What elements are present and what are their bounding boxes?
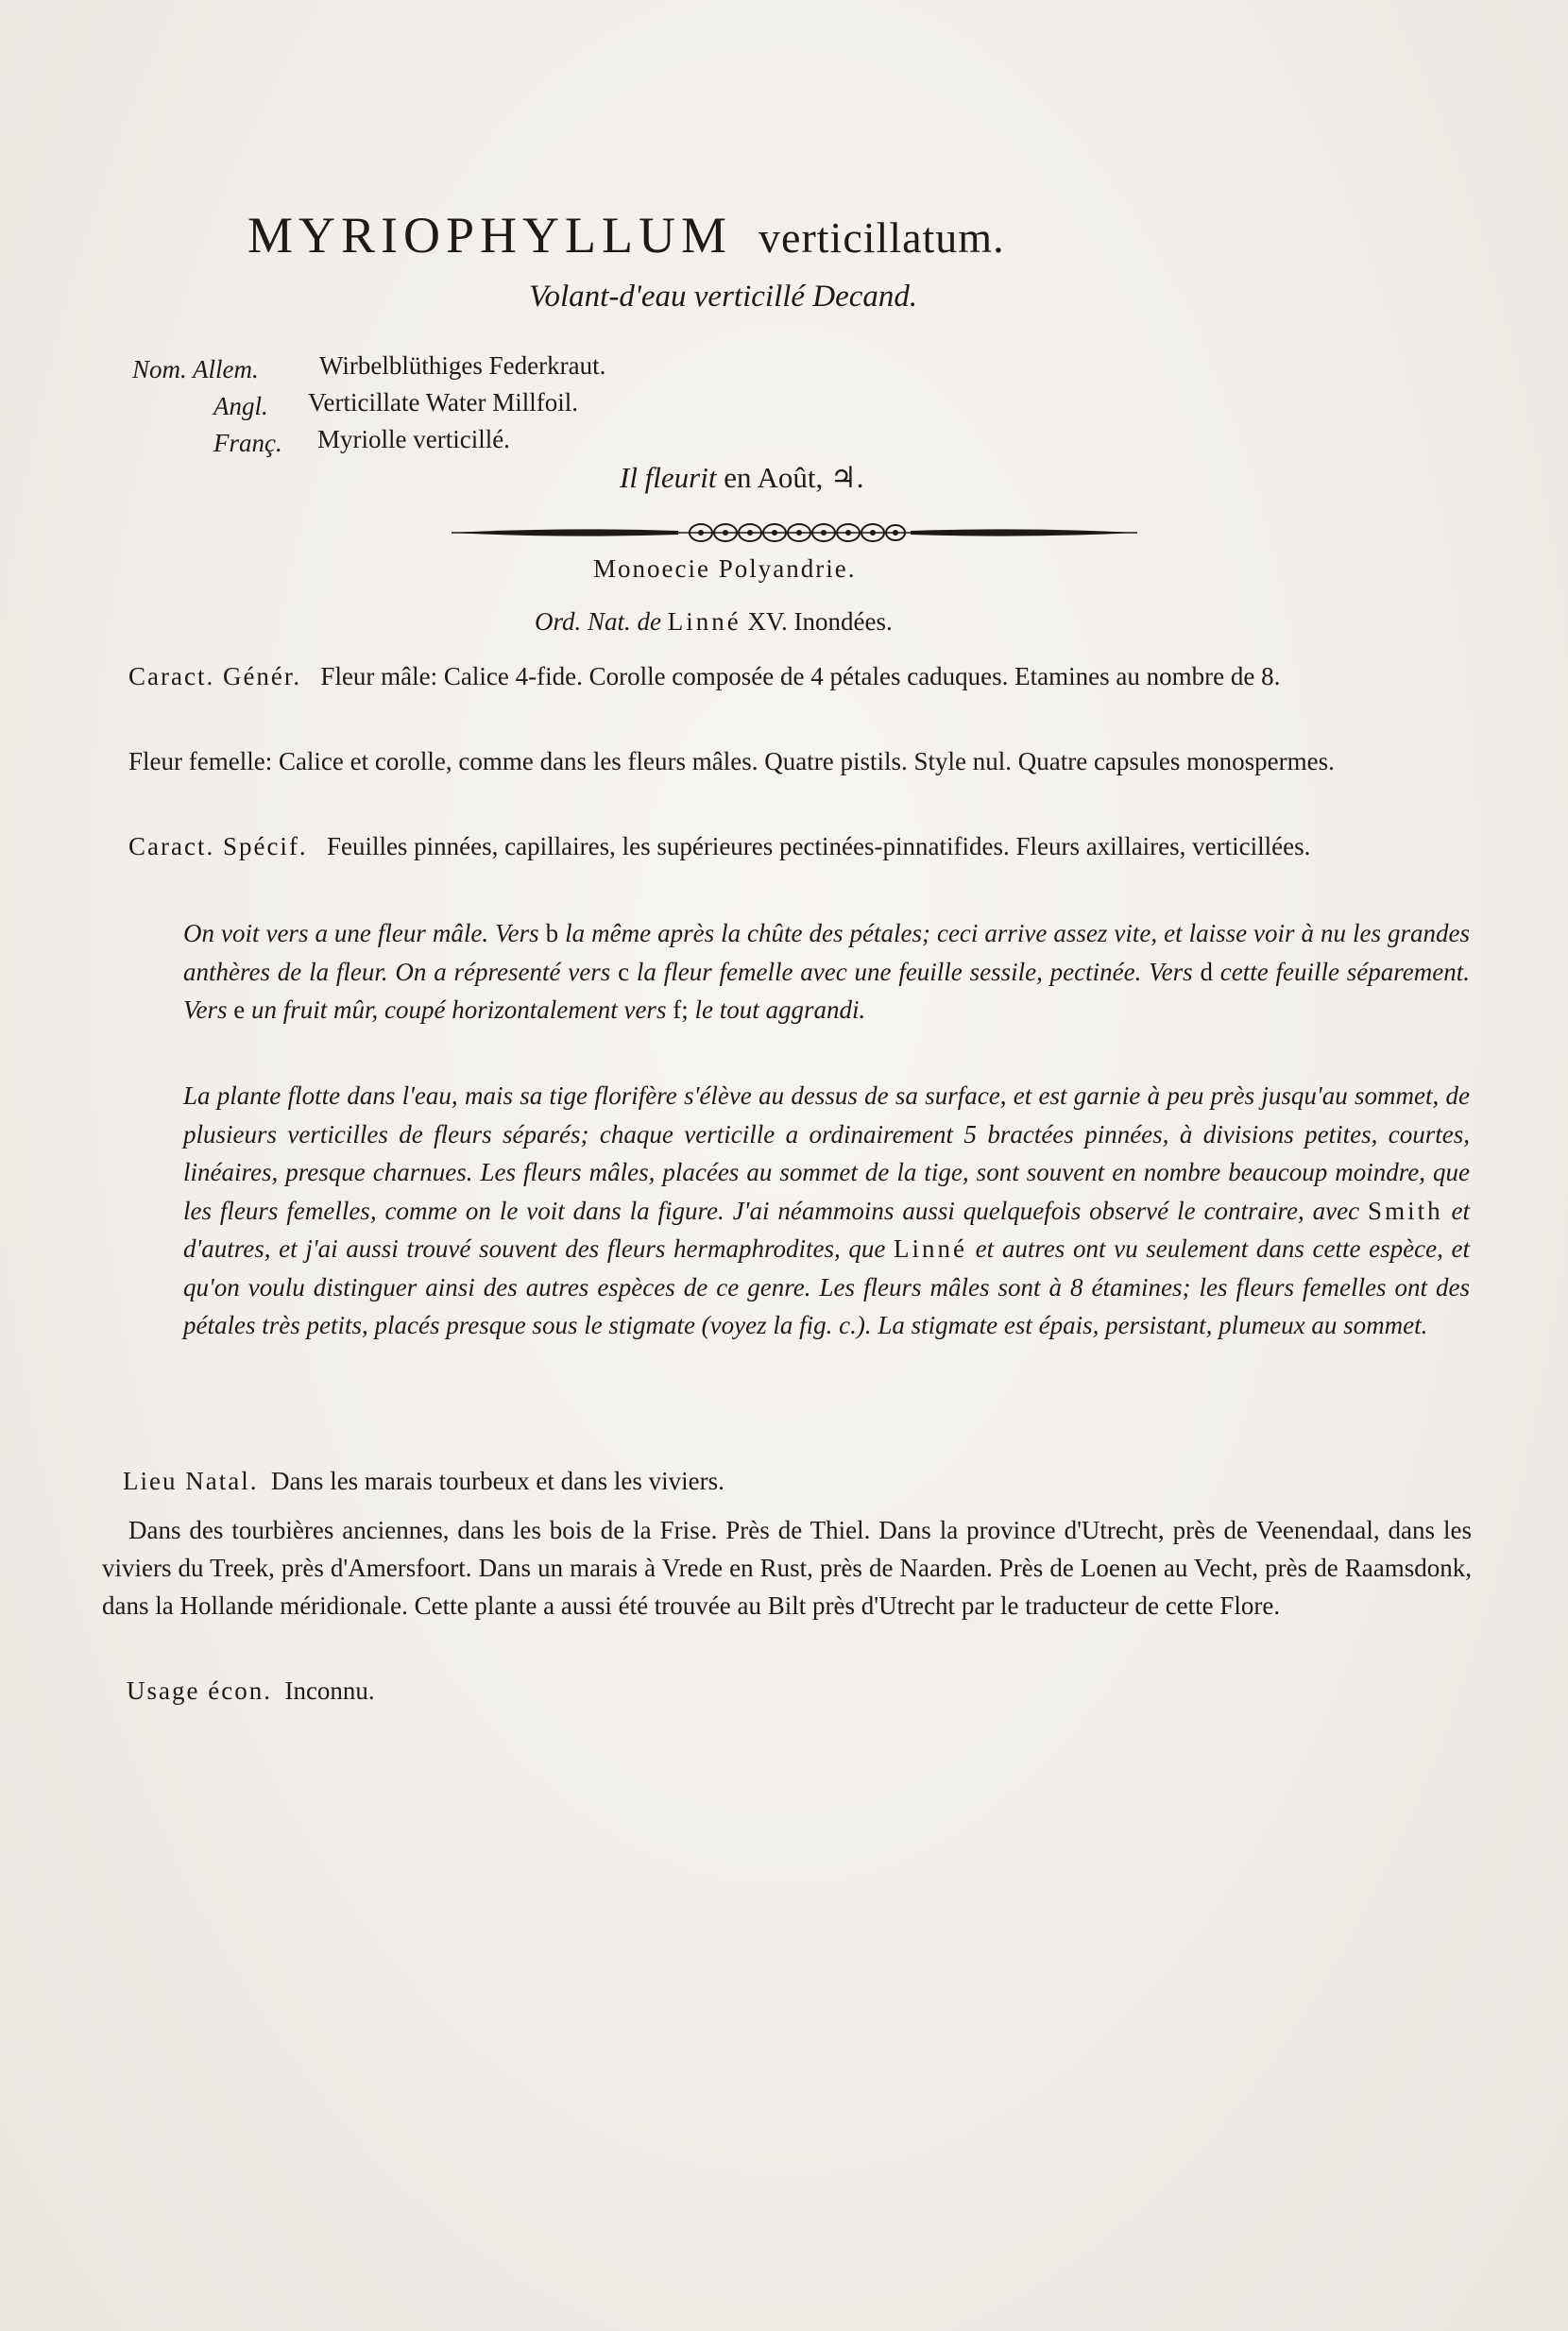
french-name: Volant-d'eau verticillé Decand. [529, 280, 918, 314]
flowering-season: Il fleurit en Août, ♃. [620, 461, 864, 494]
linnaean-class: Monoecie Polyandrie. [593, 554, 857, 583]
common-name-label-english: Angl. [213, 392, 268, 420]
figure-explanation: On voit vers a une fleur mâle. Vers b la même après la chûte des pétales; ceci arrive assez vite, et laisse voir à nu les grandes anthères de la fleur. On a répresenté vers c la fleur femelle avec une feuille sessile, pectinée. Vers d cette feuille séparement. Vers e un fruit mûr, coupé horizontalement vers f; le tout aggrandi. [183, 919, 1471, 1024]
common-name-label-german: Nom. Allem. [132, 355, 259, 383]
ornamental-divider [452, 516, 1137, 550]
species-name: verticillatum. [758, 213, 1005, 262]
female-flower-characters: Fleur femelle: Calice et corolle, comme dans les fleurs mâles. Quatre pistils. Style nul. Quatre capsules monospermes. [128, 747, 1335, 775]
plant-description: La plante flotte dans l'eau, mais sa tige florifère s'élève au dessus de sa surface, et est garnie à peu près jusqu'au sommet, de plusieurs verticilles de fleurs séparés; chaque verticille a ordinairement 5 bractées pinnées, à divisions petites, courtes, linéaires, presque charnues. Les fleurs mâles, placées au sommet de la tige, sont souvent en nombre beaucoup moindre, que les fleurs femelles, comme on le voit dans la figure. J'ai néammoins aussi quelquefois observé le contraire, avec Smith et d'autres, et j'ai aussi trouvé souvent des fleurs hermaphrodites, que Linné et autres ont vu seulement dans cette espèce, et qu'on voulu distinguer ainsi des autres espèces de ce genre. Les fleurs mâles sont à 8 étamines; les fleurs femelles ont des pétales très petits, placés presque sous le stigmate (voyez la fig. c.). La stigmate est épais, persistant, plumeux au sommet. [183, 1081, 1471, 1339]
economic-use: Usage écon. Inconnu. [127, 1676, 375, 1705]
common-name-french: Myriolle verticillé. [317, 425, 510, 453]
common-name-label-french: Franç. [213, 429, 282, 457]
genus-name: MYRIOPHYLLUM [247, 207, 733, 264]
localities: Dans des tourbières anciennes, dans les bois de la Frise. Près de Thiel. Dans la province d'Utrecht, près de Veenendaal, dans les viviers du Treek, près d'Amersfoort. Dans un marais à Vrede en Rust, près de Naarden. Près de Loenen au Vecht, près de Raamsdonk, dans la Hollande méridionale. Cette plante a aussi été trouvée au Bilt près d'Utrecht par le traducteur de cette Flore. [102, 1516, 1472, 1620]
common-name-english: Verticillate Water Millfoil. [308, 388, 578, 417]
natural-order: Ord. Nat. de Linné XV. Inondées. [535, 607, 893, 636]
genus-characters: Caract. Génér. Fleur mâle: Calice 4-fide. Corolle composée de 4 pétales caduques. Etamines au nombre de 8. [128, 662, 1281, 690]
habitat: Lieu Natal. Dans les marais tourbeux et dans les viviers. [123, 1467, 724, 1495]
common-name-german: Wirbelblüthiges Federkraut. [319, 351, 606, 380]
species-characters: Caract. Spécif. Feuilles pinnées, capillaires, les supérieures pectinées-pinnatifides. Fleurs axillaires, verticillées. [128, 832, 1311, 860]
plate-title [247, 206, 1005, 264]
